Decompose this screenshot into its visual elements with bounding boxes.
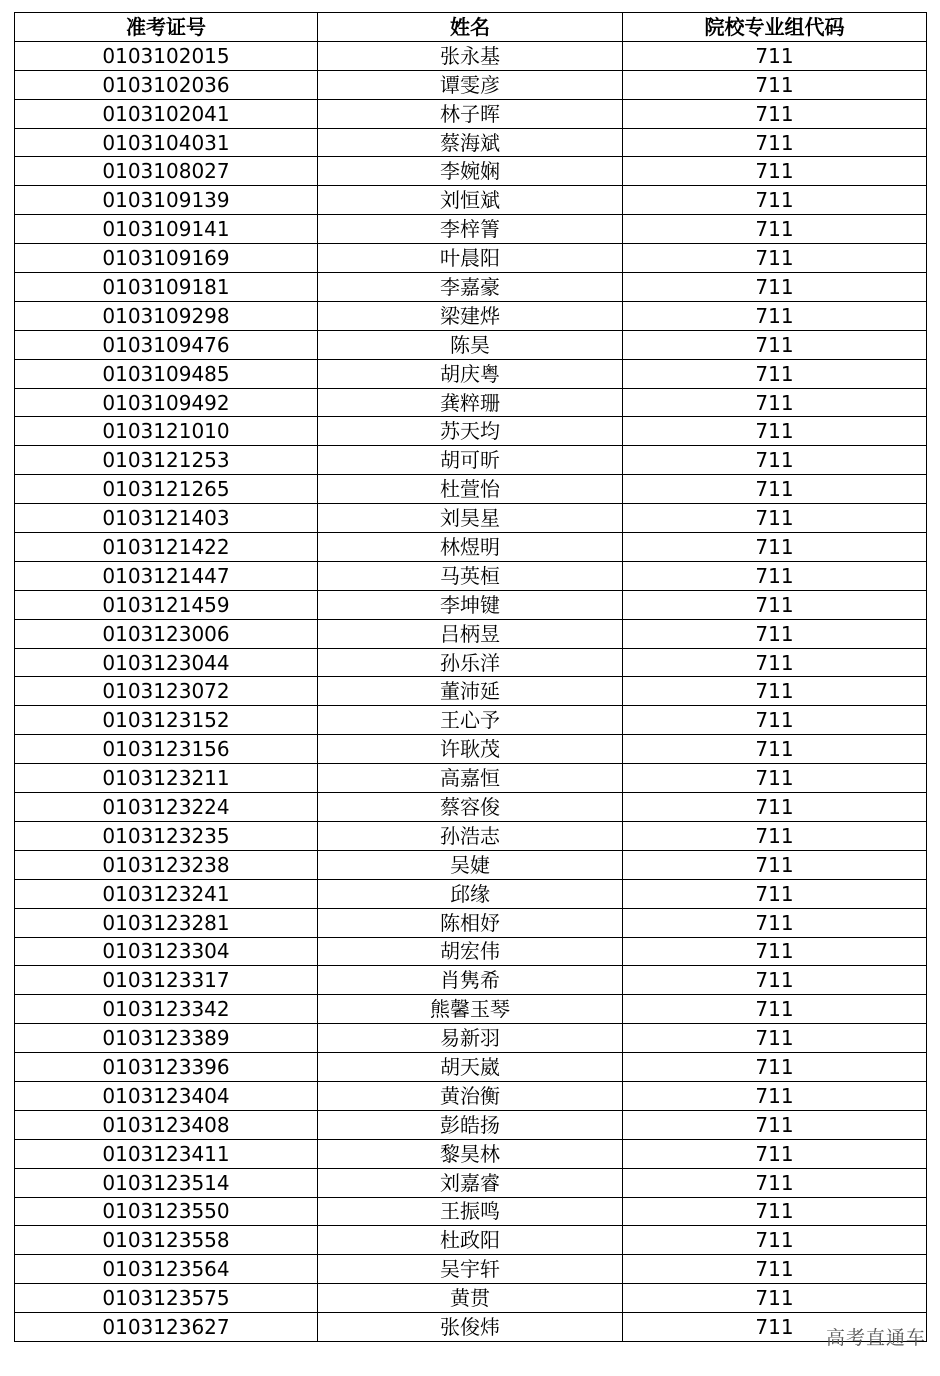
group-code-cell: 711 [623,1197,927,1226]
name-cell: 黄贯 [318,1284,623,1313]
name-cell: 杜萱怡 [318,475,623,504]
name-cell: 苏天均 [318,417,623,446]
header-name: 姓名 [318,13,623,42]
name-cell: 胡天崴 [318,1053,623,1082]
table-row [15,1284,927,1313]
exam-id-cell: 0103121447 [15,561,318,590]
group-code-cell: 711 [623,215,927,244]
exam-id-cell: 0103123564 [15,1255,318,1284]
exam-id-cell: 0103123550 [15,1197,318,1226]
exam-id-cell: 0103123156 [15,735,318,764]
table-row [15,128,927,157]
group-code-cell: 711 [623,821,927,850]
exam-id-cell: 0103104031 [15,128,318,157]
table-row [15,244,927,273]
name-cell: 李梓箐 [318,215,623,244]
name-cell: 陈昊 [318,330,623,359]
name-cell: 高嘉恒 [318,764,623,793]
group-code-cell: 711 [623,1313,927,1342]
table-row [15,533,927,562]
table-row [15,908,927,937]
exam-id-cell: 0103123396 [15,1053,318,1082]
exam-id-cell: 0103109485 [15,359,318,388]
table-row [15,186,927,215]
table-row [15,850,927,879]
table-row [15,879,927,908]
exam-id-cell: 0103123072 [15,677,318,706]
group-code-cell: 711 [623,937,927,966]
exam-id-cell: 0103123317 [15,966,318,995]
table-row [15,561,927,590]
group-code-cell: 711 [623,850,927,879]
name-cell: 刘恒斌 [318,186,623,215]
name-cell: 黄治衡 [318,1081,623,1110]
group-code-cell: 711 [623,561,927,590]
group-code-cell: 711 [623,1110,927,1139]
table-row [15,215,927,244]
table-row [15,301,927,330]
table-row [15,1226,927,1255]
exam-id-cell: 0103123235 [15,821,318,850]
exam-id-cell: 0103123241 [15,879,318,908]
exam-id-cell: 0103102036 [15,70,318,99]
table-row [15,1255,927,1284]
name-cell: 孙乐洋 [318,648,623,677]
exam-id-cell: 0103123558 [15,1226,318,1255]
table-row [15,446,927,475]
name-cell: 吴婕 [318,850,623,879]
group-code-cell: 711 [623,330,927,359]
name-cell: 彭皓扬 [318,1110,623,1139]
table-row [15,735,927,764]
name-cell: 熊馨玉琴 [318,995,623,1024]
exam-id-cell: 0103123006 [15,619,318,648]
exam-id-cell: 0103123575 [15,1284,318,1313]
name-cell: 许耿茂 [318,735,623,764]
exam-id-cell: 0103121403 [15,504,318,533]
name-cell: 林子晖 [318,99,623,128]
name-cell: 刘嘉睿 [318,1168,623,1197]
table-row [15,417,927,446]
group-code-cell: 711 [623,273,927,302]
group-code-cell: 711 [623,706,927,735]
exam-id-cell: 0103123211 [15,764,318,793]
group-code-cell: 711 [623,504,927,533]
group-code-cell: 711 [623,764,927,793]
table-row [15,1024,927,1053]
header-group-code: 院校专业组代码 [623,13,927,42]
table-row [15,590,927,619]
table-row [15,1313,927,1342]
group-code-cell: 711 [623,41,927,70]
table-row [15,475,927,504]
table-row [15,619,927,648]
name-cell: 李坤键 [318,590,623,619]
admission-table [14,12,927,1342]
name-cell: 张永基 [318,41,623,70]
group-code-cell: 711 [623,1226,927,1255]
exam-id-cell: 0103102041 [15,99,318,128]
name-cell: 杜政阳 [318,1226,623,1255]
exam-id-cell: 0103109169 [15,244,318,273]
name-cell: 林煜明 [318,533,623,562]
exam-id-cell: 0103123514 [15,1168,318,1197]
table-row [15,793,927,822]
group-code-cell: 711 [623,186,927,215]
name-cell: 叶晨阳 [318,244,623,273]
exam-id-cell: 0103123404 [15,1081,318,1110]
exam-id-cell: 0103123152 [15,706,318,735]
name-cell: 肖隽希 [318,966,623,995]
group-code-cell: 711 [623,533,927,562]
exam-id-cell: 0103123408 [15,1110,318,1139]
name-cell: 董沛延 [318,677,623,706]
exam-id-cell: 0103123411 [15,1139,318,1168]
exam-id-cell: 0103123044 [15,648,318,677]
name-cell: 吴宇轩 [318,1255,623,1284]
table-row [15,41,927,70]
name-cell: 易新羽 [318,1024,623,1053]
table-row [15,1139,927,1168]
name-cell: 黎昊林 [318,1139,623,1168]
exam-id-cell: 0103109492 [15,388,318,417]
table-row [15,99,927,128]
group-code-cell: 711 [623,619,927,648]
name-cell: 孙浩志 [318,821,623,850]
exam-id-cell: 0103109298 [15,301,318,330]
table-row [15,157,927,186]
group-code-cell: 711 [623,648,927,677]
group-code-cell: 711 [623,1024,927,1053]
table-row [15,677,927,706]
exam-id-cell: 0103123238 [15,850,318,879]
group-code-cell: 711 [623,1284,927,1313]
name-cell: 王心予 [318,706,623,735]
table-row [15,1081,927,1110]
table-row [15,1168,927,1197]
table-row [15,706,927,735]
exam-id-cell: 0103123304 [15,937,318,966]
exam-id-cell: 0103109181 [15,273,318,302]
group-code-cell: 711 [623,908,927,937]
group-code-cell: 711 [623,1168,927,1197]
table-row [15,937,927,966]
group-code-cell: 711 [623,1139,927,1168]
exam-id-cell: 0103109476 [15,330,318,359]
table-row [15,330,927,359]
exam-id-cell: 0103123224 [15,793,318,822]
table-row [15,1197,927,1226]
group-code-cell: 711 [623,995,927,1024]
group-code-cell: 711 [623,244,927,273]
table-row [15,504,927,533]
header-exam-id: 准考证号 [15,13,318,42]
group-code-cell: 711 [623,446,927,475]
group-code-cell: 711 [623,590,927,619]
exam-id-cell: 0103109141 [15,215,318,244]
table-row [15,388,927,417]
exam-id-cell: 0103109139 [15,186,318,215]
group-code-cell: 711 [623,735,927,764]
name-cell: 王振鸣 [318,1197,623,1226]
group-code-cell: 711 [623,1081,927,1110]
table-row [15,966,927,995]
table-row [15,1053,927,1082]
exam-id-cell: 0103102015 [15,41,318,70]
name-cell: 蔡海斌 [318,128,623,157]
table-row [15,821,927,850]
group-code-cell: 711 [623,128,927,157]
name-cell: 刘昊星 [318,504,623,533]
group-code-cell: 711 [623,1255,927,1284]
name-cell: 邱缘 [318,879,623,908]
name-cell: 吕柄昱 [318,619,623,648]
group-code-cell: 711 [623,677,927,706]
group-code-cell: 711 [623,966,927,995]
exam-id-cell: 0103121265 [15,475,318,504]
name-cell: 龚粹珊 [318,388,623,417]
exam-id-cell: 0103108027 [15,157,318,186]
name-cell: 梁建烨 [318,301,623,330]
group-code-cell: 711 [623,793,927,822]
name-cell: 李婉娴 [318,157,623,186]
exam-id-cell: 0103123627 [15,1313,318,1342]
table-row [15,273,927,302]
exam-id-cell: 0103121459 [15,590,318,619]
table-row [15,359,927,388]
group-code-cell: 711 [623,70,927,99]
name-cell: 张俊炜 [318,1313,623,1342]
name-cell: 李嘉豪 [318,273,623,302]
exam-id-cell: 0103121422 [15,533,318,562]
header-row [15,13,927,42]
group-code-cell: 711 [623,301,927,330]
group-code-cell: 711 [623,99,927,128]
group-code-cell: 711 [623,879,927,908]
table-row [15,70,927,99]
name-cell: 蔡容俊 [318,793,623,822]
exam-id-cell: 0103121253 [15,446,318,475]
name-cell: 陈相妤 [318,908,623,937]
group-code-cell: 711 [623,359,927,388]
table-row [15,1110,927,1139]
group-code-cell: 711 [623,475,927,504]
exam-id-cell: 0103123342 [15,995,318,1024]
table-body [15,41,927,1341]
table-row [15,648,927,677]
table-row [15,995,927,1024]
group-code-cell: 711 [623,417,927,446]
group-code-cell: 711 [623,388,927,417]
name-cell: 谭雯彦 [318,70,623,99]
exam-id-cell: 0103123389 [15,1024,318,1053]
name-cell: 胡庆粤 [318,359,623,388]
watermark: 高考直通车 [825,1327,926,1349]
group-code-cell: 711 [623,1053,927,1082]
name-cell: 胡宏伟 [318,937,623,966]
name-cell: 马英桓 [318,561,623,590]
group-code-cell: 711 [623,157,927,186]
exam-id-cell: 0103123281 [15,908,318,937]
table-row [15,764,927,793]
name-cell: 胡可昕 [318,446,623,475]
exam-id-cell: 0103121010 [15,417,318,446]
